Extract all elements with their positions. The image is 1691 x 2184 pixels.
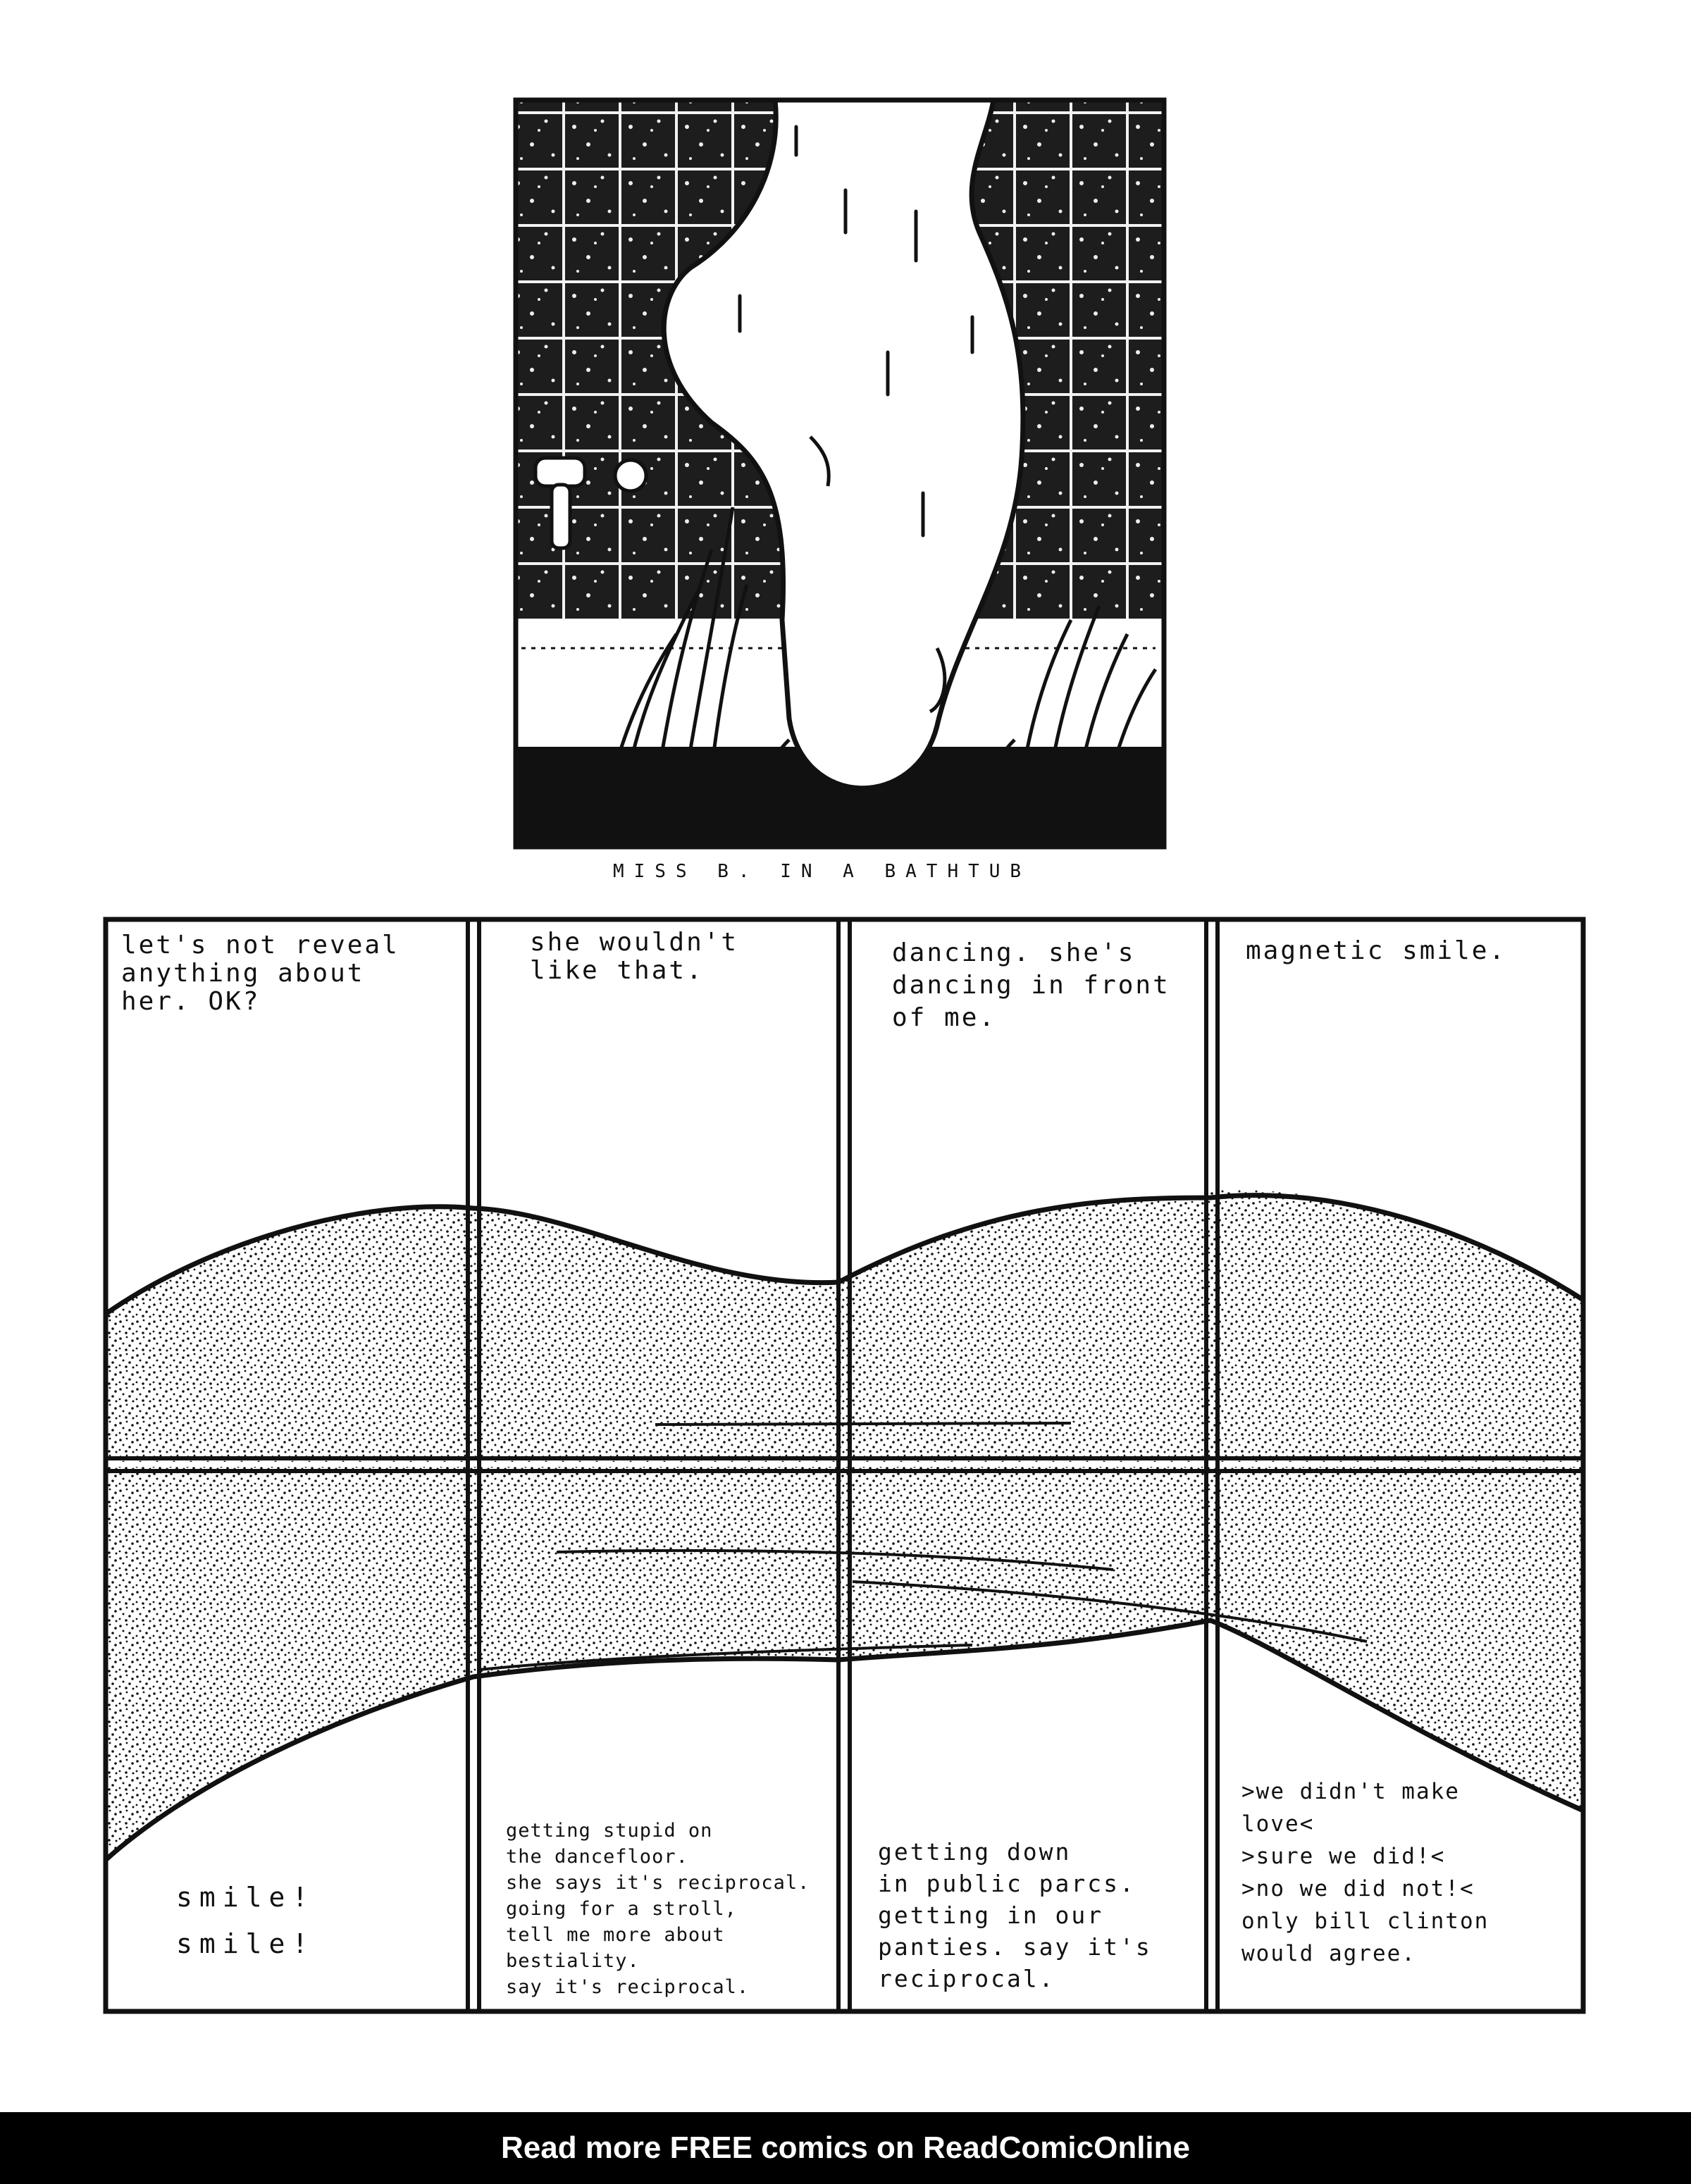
panel-2-bottom-text: getting stupid on the dancefloor. she says it's reciprocal. going for a stroll, tell me more about bestiality. say it's reciprocal. — [506, 1820, 810, 1998]
panel-3-top-text: dancing. she's dancing in front of me. — [892, 938, 1170, 1032]
panel-2-top-text: she wouldn't like that. — [530, 928, 739, 985]
panel-3-bottom-text: getting down in public parcs. getting in our panties. say it's reciprocal. — [878, 1838, 1152, 1992]
panel-4-bottom-text: >we didn't make love< >sure we did!< >no we did not!< only bill clinton would agree. — [1241, 1779, 1489, 1966]
panel-1-bottom-text: smile! smile! — [176, 1882, 316, 1959]
panel-caption: MISS B. IN A BATHTUB — [613, 861, 1032, 882]
footer-banner[interactable] — [0, 2112, 1691, 2184]
footer-link-text[interactable]: Read more FREE comics on ReadComicOnline — [500, 2130, 1190, 2165]
strip-artwork — [106, 1190, 1583, 1860]
panel-1-top-text: let's not reveal anything about her. OK? — [121, 931, 399, 1016]
panel-4-top-text: magnetic smile. — [1246, 936, 1507, 965]
bathtub-panel — [516, 100, 1164, 847]
